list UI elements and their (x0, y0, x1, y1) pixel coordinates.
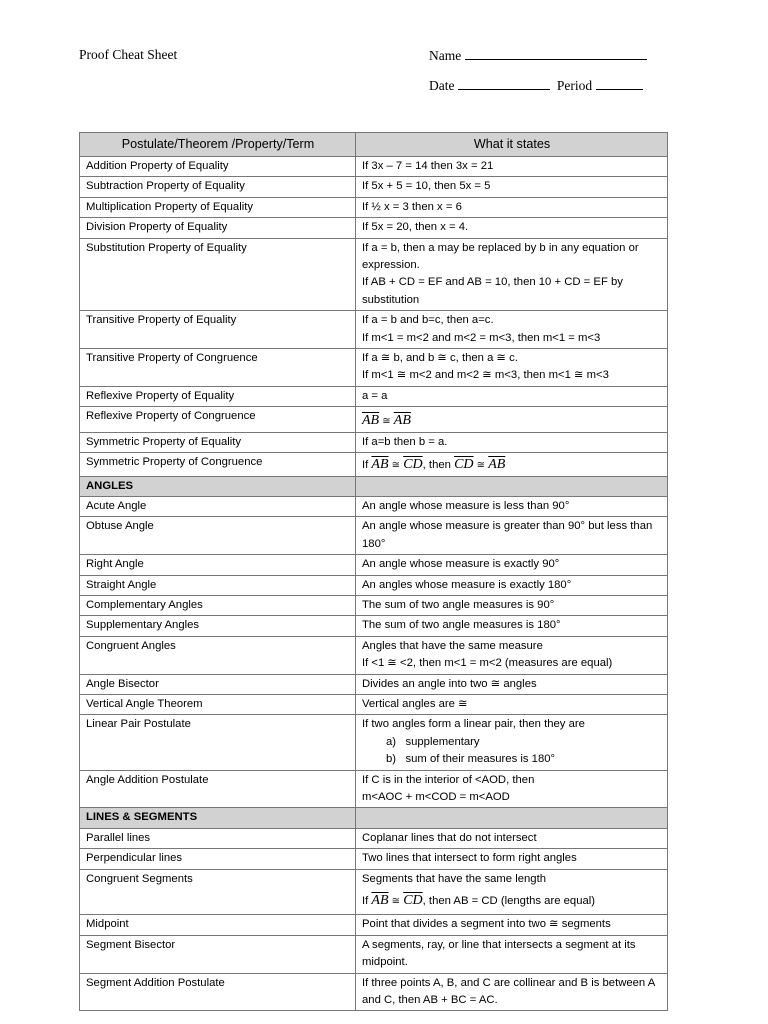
statement-cell: An angle whose measure is greater than 90° but less than 180° (356, 517, 668, 555)
statement-line: If AB + CD = EF and AB = 10, then 10 + CD = EF by substitution (362, 276, 623, 306)
then-text: , then (422, 459, 451, 472)
congruent-symbol: ≅ (476, 460, 486, 472)
table-row (80, 197, 668, 217)
section-row-lines (80, 808, 668, 828)
period-blank[interactable] (596, 77, 643, 90)
table-row (80, 636, 668, 674)
term-cell: Division Property of Equality (80, 218, 356, 238)
segment-cd: $\overline{CD}$ (403, 457, 423, 473)
term-cell: Transitive Property of Equality (80, 311, 356, 349)
section-title: LINES & SEGMENTS (80, 808, 356, 828)
congruent-symbol: ≅ (391, 460, 401, 472)
segment-ab: $\overline{AB}$ (371, 457, 389, 473)
statement-cell: Vertical angles are ≅ (356, 694, 668, 714)
term-cell: Transitive Property of Congruence (80, 349, 356, 387)
segment-ab: $\overline{AB}$ (488, 457, 506, 473)
statement-line: If a = b, then a may be replaced by b in any equation or expression. (362, 241, 639, 272)
list-item: a) supplementary (386, 735, 480, 748)
proof-table (79, 132, 668, 1011)
date-blank[interactable] (458, 77, 550, 90)
section-row-angles (80, 476, 668, 496)
segment-ab: $\overline{AB}$ (393, 413, 411, 429)
statement-line (362, 888, 662, 913)
statement-cell (356, 238, 668, 311)
term-cell: Reflexive Property of Congruence (80, 407, 356, 432)
statement-cell (356, 453, 668, 476)
statement-cell (356, 407, 668, 432)
term-cell: Congruent Segments (80, 869, 356, 915)
statement-line: If m<1 ≅ m<2 and m<2 ≅ m<3, then m<1 ≅ m<3 (362, 369, 609, 382)
congruent-symbol: ≅ (382, 416, 391, 428)
term-cell: Linear Pair Postulate (80, 715, 356, 770)
consequence-list (362, 734, 662, 769)
column-header-statement: What it states (356, 133, 668, 157)
statement-cell (356, 636, 668, 674)
if-text: If (362, 895, 369, 908)
statement-line: If <1 ≅ <2, then m<1 = m<2 (measures are equal) (362, 657, 613, 670)
statement-line: If two angles form a linear pair, then they are (362, 718, 585, 731)
table-row (80, 453, 668, 476)
table-row (80, 349, 668, 387)
statement-cell: An angles whose measure is exactly 180° (356, 575, 668, 595)
section-blank (356, 808, 668, 828)
statement-cell: a = a (356, 386, 668, 406)
statement-line: Segments that have the same length (362, 872, 547, 885)
statement-cell: Divides an angle into two ≅ angles (356, 674, 668, 694)
statement-cell: If three points A, B, and C are collinear and B is between A and C, then AB + BC = AC. (356, 973, 668, 1011)
term-cell: Symmetric Property of Equality (80, 432, 356, 452)
table-row (80, 915, 668, 935)
segment-ab: $\overline{AB}$ (371, 893, 389, 909)
term-cell: Parallel lines (80, 828, 356, 848)
table-row (80, 575, 668, 595)
term-cell: Segment Bisector (80, 935, 356, 973)
then-text: , then AB = CD (lengths are equal) (422, 895, 596, 908)
statement-cell (356, 311, 668, 349)
term-cell: Obtuse Angle (80, 517, 356, 555)
statement-cell: If 5x + 5 = 10, then 5x = 5 (356, 177, 668, 197)
table-row (80, 849, 668, 869)
statement-cell (356, 349, 668, 387)
statement-line: If C is in the interior of <AOD, then (362, 773, 535, 786)
table-row (80, 973, 668, 1011)
statement-cell: Coplanar lines that do not intersect (356, 828, 668, 848)
table-row (80, 177, 668, 197)
table-row (80, 555, 668, 575)
table-row (80, 238, 668, 311)
statement-cell: A segments, ray, or line that intersects a segment at its midpoint. (356, 935, 668, 973)
term-cell: Straight Angle (80, 575, 356, 595)
table-header-row (80, 133, 668, 157)
term-cell: Congruent Angles (80, 636, 356, 674)
name-label: Name (429, 48, 462, 63)
term-cell: Right Angle (80, 555, 356, 575)
statement-cell: The sum of two angle measures is 90° (356, 595, 668, 615)
term-cell: Midpoint (80, 915, 356, 935)
segment-cd: $\overline{CD}$ (454, 457, 474, 473)
table-row (80, 157, 668, 177)
term-cell: Perpendicular lines (80, 849, 356, 869)
congruent-symbol: ≅ (391, 896, 401, 908)
table-row (80, 311, 668, 349)
date-label: Date (429, 78, 455, 93)
statement-cell: If 5x = 20, then x = 4. (356, 218, 668, 238)
segment-cd: $\overline{CD}$ (403, 893, 423, 909)
name-blank[interactable] (465, 47, 647, 60)
statement-cell: If 3x – 7 = 14 then 3x = 21 (356, 157, 668, 177)
section-blank (356, 476, 668, 496)
term-cell: Segment Addition Postulate (80, 973, 356, 1011)
table-row (80, 770, 668, 808)
table-row (80, 935, 668, 973)
segment-ab: $\overline{AB}$ (362, 413, 380, 429)
table-row (80, 616, 668, 636)
term-cell: Multiplication Property of Equality (80, 197, 356, 217)
statement-line: Angles that have the same measure (362, 639, 543, 652)
statement-cell (356, 869, 668, 915)
table-row (80, 674, 668, 694)
term-cell: Angle Bisector (80, 674, 356, 694)
term-cell: Symmetric Property of Congruence (80, 453, 356, 476)
statement-cell: The sum of two angle measures is 180° (356, 616, 668, 636)
statement-cell: Two lines that intersect to form right angles (356, 849, 668, 869)
term-cell: Angle Addition Postulate (80, 770, 356, 808)
table-row (80, 595, 668, 615)
table-row (80, 386, 668, 406)
page-title: Proof Cheat Sheet (79, 47, 178, 62)
statement-cell: An angle whose measure is exactly 90° (356, 555, 668, 575)
term-cell: Supplementary Angles (80, 616, 356, 636)
date-period-field[interactable] (429, 77, 643, 94)
section-title: ANGLES (80, 476, 356, 496)
statement-line: m<AOC + m<COD = m<AOD (362, 791, 510, 803)
if-text: If (362, 459, 369, 472)
table-row (80, 828, 668, 848)
table-row (80, 694, 668, 714)
statement-cell: An angle whose measure is less than 90° (356, 496, 668, 516)
table-row (80, 218, 668, 238)
statement-cell (356, 715, 668, 770)
term-cell: Vertical Angle Theorem (80, 694, 356, 714)
statement-cell: If ½ x = 3 then x = 6 (356, 197, 668, 217)
table-row (80, 869, 668, 915)
term-cell: Subtraction Property of Equality (80, 177, 356, 197)
list-item: b) sum of their measures is 180° (386, 753, 556, 766)
column-header-term: Postulate/Theorem /Property/Term (80, 133, 356, 157)
term-cell: Addition Property of Equality (80, 157, 356, 177)
name-field[interactable] (429, 47, 647, 64)
table-row (80, 432, 668, 452)
statement-cell: Point that divides a segment into two ≅ segments (356, 915, 668, 935)
table-row (80, 496, 668, 516)
table-row (80, 715, 668, 770)
table-row (80, 517, 668, 555)
statement-cell (356, 770, 668, 808)
statement-cell: If a=b then b = a. (356, 432, 668, 452)
period-label: Period (556, 78, 593, 93)
statement-line: If m<1 = m<2 and m<2 = m<3, then m<1 = m<3 (362, 331, 601, 344)
table-row (80, 407, 668, 432)
term-cell: Acute Angle (80, 496, 356, 516)
term-cell: Complementary Angles (80, 595, 356, 615)
statement-line: If a = b and b=c, then a=c. (362, 314, 494, 327)
statement-line: If a ≅ b, and b ≅ c, then a ≅ c. (362, 352, 518, 365)
term-cell: Reflexive Property of Equality (80, 386, 356, 406)
term-cell: Substitution Property of Equality (80, 238, 356, 311)
